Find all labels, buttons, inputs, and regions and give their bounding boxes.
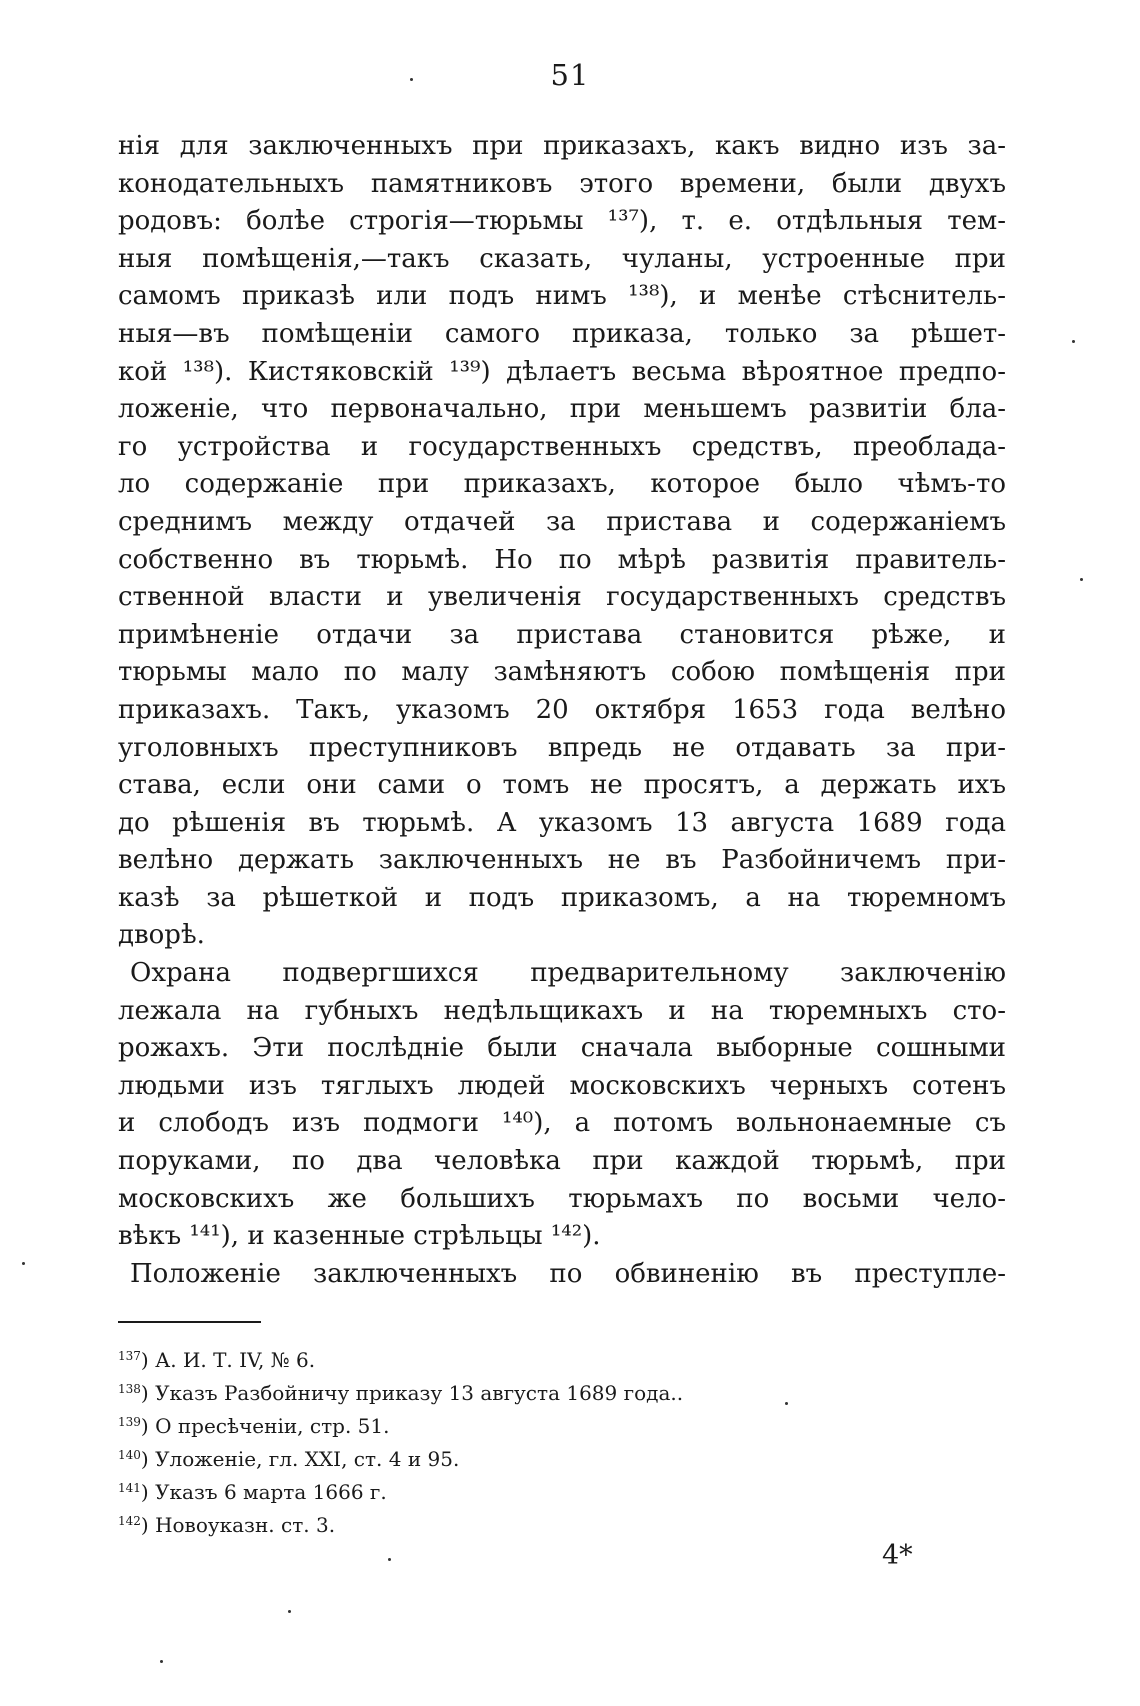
text-line: до рѣшенія въ тюрьмѣ. А указомъ 13 августа 1689 года (118, 807, 1006, 838)
scan-speck (160, 1660, 163, 1663)
footnote: $^{139}$) О пресѣченіи, стр. 51. (118, 1414, 390, 1438)
footnote-text: Указъ 6 марта 1666 г. (155, 1480, 387, 1504)
paragraph-end-line: дворѣ. (118, 920, 205, 951)
text-line: примѣненіе отдачи за пристава становится рѣже, и (118, 619, 1006, 650)
footnote-number: 142 (118, 1514, 141, 1528)
footnote: $^{142}$) Новоуказн. ст. 3. (118, 1513, 336, 1537)
scan-speck (288, 1610, 291, 1613)
text-line: лежала на губныхъ недѣльщикахъ и на тюремныхъ сто- (118, 995, 1006, 1026)
footnote-number: 138 (118, 1382, 141, 1396)
scan-speck (785, 1402, 788, 1405)
text-line: тюрьмы мало по малу замѣняютъ собою помѣщенія при (118, 657, 1006, 688)
text-line: конодательныхъ памятниковъ этого времени, были двухъ (118, 168, 1006, 199)
footnote: $^{138}$) Указъ Разбойничу приказу 13 августа 1689 года.. (118, 1381, 684, 1405)
scan-speck (22, 1262, 25, 1265)
footnote-text: Указъ Разбойничу приказу 13 августа 1689 года.. (155, 1381, 684, 1405)
footnote-number: 141 (118, 1481, 141, 1495)
text-line: ственной власти и увеличенія государственныхъ средствъ (118, 582, 1006, 613)
scan-speck (388, 1558, 391, 1561)
text-line: московскихъ же большихъ тюрьмахъ по восьми чело- (118, 1183, 1006, 1214)
text-line: собственно въ тюрьмѣ. Но по мѣрѣ развитія правитель- (118, 544, 1006, 575)
text-line: ныя помѣщенія,—такъ сказать, чуланы, устроенные при (118, 243, 1006, 274)
text-line: казѣ за рѣшеткой и подъ приказомъ, а на тюремномъ (118, 882, 1006, 913)
text-line: родовъ: болѣе строгія—тюрьмы ¹³⁷), т. е. отдѣльныя тем- (118, 206, 1006, 237)
text-line: ло содержаніе при приказахъ, которое было чѣмъ-то (118, 469, 1006, 500)
text-line: нія для заключенныхъ при приказахъ, какъ видно изъ за- (118, 131, 1006, 161)
footnote: $^{140}$) Уложеніе, гл. XXI, ст. 4 и 95. (118, 1447, 460, 1471)
scan-speck (410, 78, 413, 81)
footnotes (118, 1340, 683, 1538)
text-line: става, если они сами о томъ не просятъ, а держать ихъ (118, 770, 1006, 801)
paragraph-end-line: вѣкъ ¹⁴¹), и казенные стрѣльцы ¹⁴²). (118, 1221, 601, 1252)
text-line: уголовныхъ преступниковъ впредь не отдавать за при- (118, 732, 1006, 763)
text-line: кой ¹³⁸). Кистяковскій ¹³⁹) дѣлаетъ весьма вѣроятное предпо- (118, 356, 1006, 387)
footnote-number: 139 (118, 1415, 141, 1429)
footnote: $^{141}$) Указъ 6 марта 1666 г. (118, 1480, 387, 1504)
footnote-rule (118, 1321, 261, 1323)
text-line: самомъ приказѣ или подъ нимъ ¹³⁸), и менѣе стѣснитель- (118, 281, 1006, 312)
footnote-text: О пресѣченіи, стр. 51. (155, 1414, 390, 1438)
scan-speck (1080, 578, 1083, 581)
paragraph-start-line: Охрана подвергшихся предварительному заключенію (130, 958, 1006, 989)
footnote-text: Новоуказн. ст. 3. (155, 1513, 336, 1537)
text-line: приказахъ. Такъ, указомъ 20 октября 1653 года велѣно (118, 694, 1006, 725)
paragraph-start-line: Положеніе заключенныхъ по обвиненію въ преступле- (130, 1258, 1006, 1289)
text-line: рожахъ. Эти послѣдніе были сначала выборные сошными (118, 1033, 1006, 1064)
footnote-number: 140 (118, 1448, 141, 1462)
text-line: среднимъ между отдачей за пристава и содержаніемъ (118, 506, 1006, 537)
signature-mark: 4* (882, 1540, 913, 1571)
text-line: го устройства и государственныхъ средствъ, преоблада- (118, 431, 1006, 462)
footnote: $^{137}$) А. И. Т. IV, № 6. (118, 1348, 316, 1372)
scan-speck (1072, 340, 1075, 343)
footnote-text: Уложеніе, гл. XXI, ст. 4 и 95. (155, 1447, 460, 1471)
footnote-number: 137 (118, 1349, 141, 1363)
text-line: и слободъ изъ подмоги ¹⁴⁰), а потомъ вольнонаемные съ (118, 1108, 1006, 1139)
body-text (118, 128, 1006, 1293)
text-line: поруками, по два человѣка при каждой тюрьмѣ, при (118, 1146, 1006, 1177)
text-line: людьми изъ тяглыхъ людей московскихъ черныхъ сотенъ (118, 1070, 1006, 1101)
text-line: ныя—въ помѣщеніи самого приказа, только за рѣшет- (118, 318, 1006, 349)
page-number: 51 (550, 58, 590, 92)
footnote-text: А. И. Т. IV, № 6. (155, 1348, 316, 1372)
text-line: велѣно держать заключенныхъ не въ Разбойничемъ при- (118, 845, 1006, 876)
text-line: ложеніе, что первоначально, при меньшемъ развитіи бла- (118, 394, 1006, 425)
